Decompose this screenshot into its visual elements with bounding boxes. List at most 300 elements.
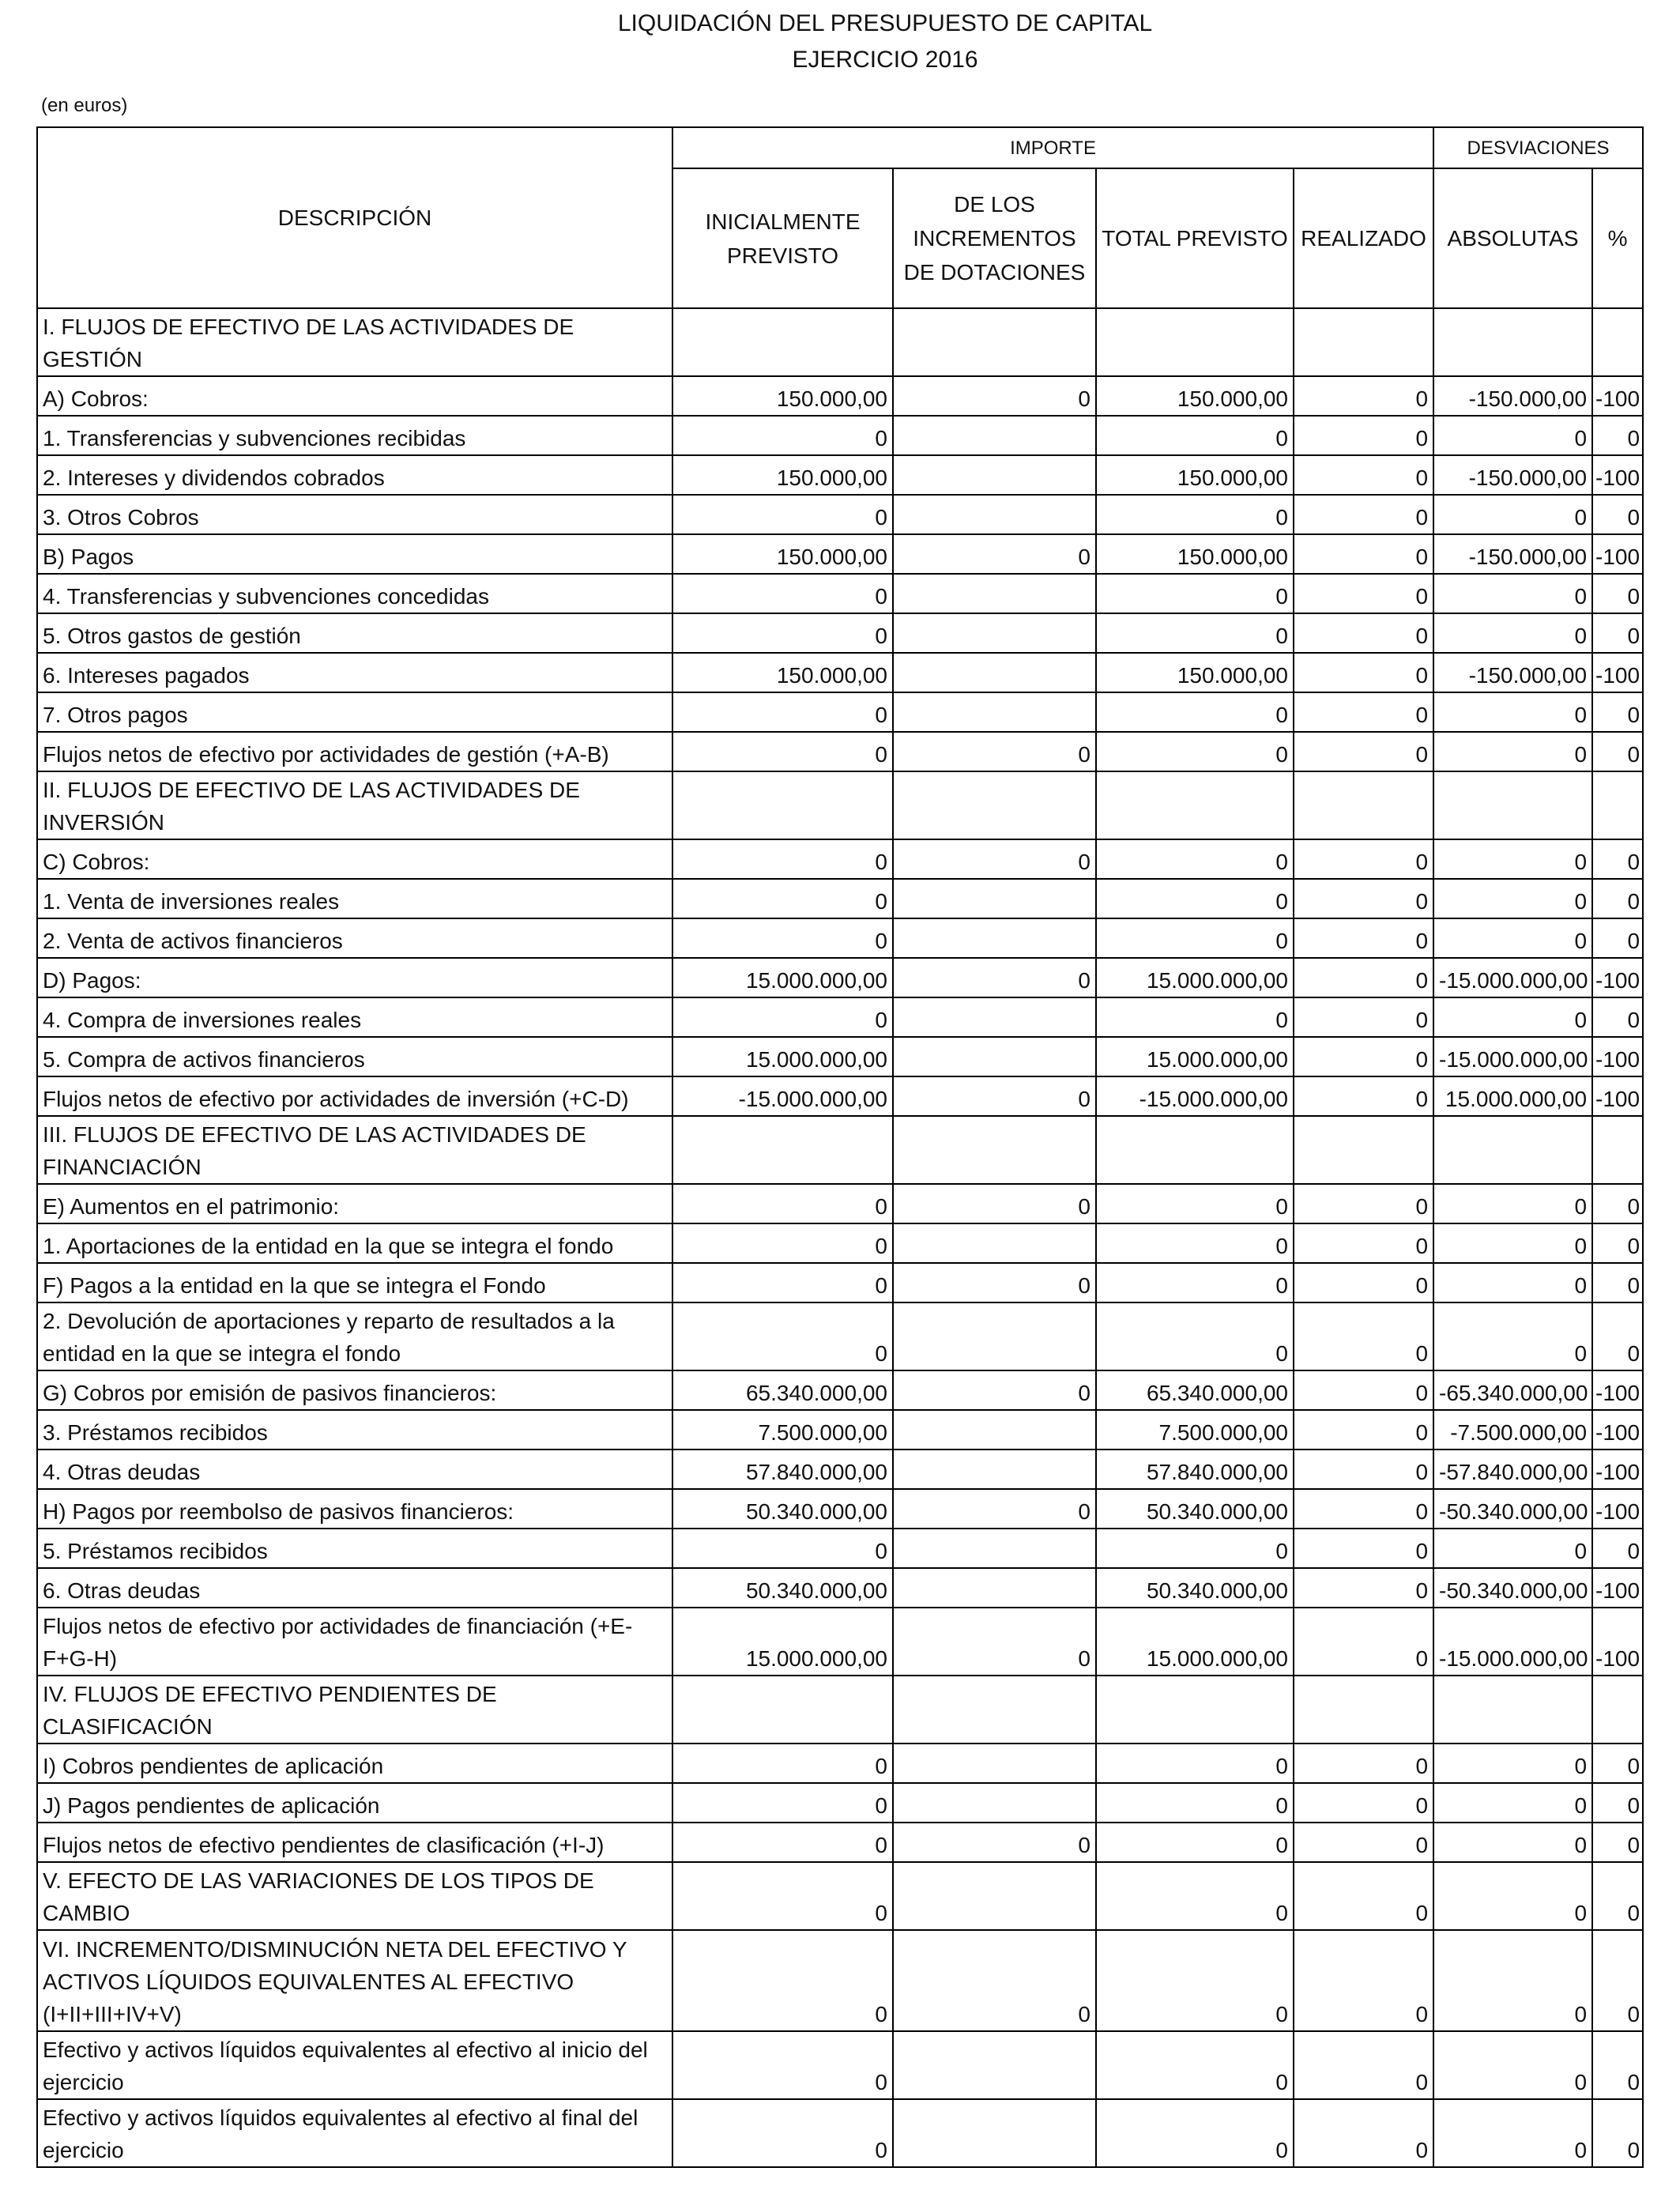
cell-realizado: 0: [1294, 613, 1433, 653]
table-row: [37, 1263, 1643, 1302]
row-description: D) Pagos:: [37, 958, 672, 997]
cell-realizado: 0: [1294, 1930, 1433, 2031]
cell-incrementos: [893, 771, 1096, 839]
cell-desviacion-pct: 0: [1592, 495, 1643, 534]
cell-inicialmente-previsto: 150.000,00: [672, 376, 893, 416]
table-row: [37, 1608, 1643, 1676]
cell-desviacion-pct: 0: [1592, 1263, 1643, 1302]
cell-desviacion-pct: -100: [1592, 958, 1643, 997]
table-row: [37, 1823, 1643, 1862]
cell-desviacion-absoluta: -150.000,00: [1433, 534, 1592, 574]
cell-incrementos: [893, 1037, 1096, 1076]
cell-desviacion-pct: 0: [1592, 879, 1643, 918]
row-description: 1. Aportaciones de la entidad en la que se integra el fondo: [37, 1223, 672, 1263]
cell-total-previsto: 15.000.000,00: [1096, 1037, 1294, 1076]
cell-desviacion-pct: -100: [1592, 1037, 1643, 1076]
cell-inicialmente-previsto: 0: [672, 692, 893, 732]
cell-total-previsto: 15.000.000,00: [1096, 1608, 1294, 1676]
cell-desviacion-absoluta: 0: [1433, 574, 1592, 613]
table-row: [37, 1302, 1643, 1370]
cell-desviacion-pct: 0: [1592, 732, 1643, 771]
cell-realizado: 0: [1294, 1568, 1433, 1608]
cell-total-previsto: 0: [1096, 1862, 1294, 1930]
cell-inicialmente-previsto: -15.000.000,00: [672, 1076, 893, 1116]
cell-realizado: [1294, 308, 1433, 376]
table-row: [37, 1370, 1643, 1410]
cell-inicialmente-previsto: 0: [672, 416, 893, 455]
cell-desviacion-absoluta: 0: [1433, 1930, 1592, 2031]
cell-desviacion-absoluta: 0: [1433, 732, 1592, 771]
cell-inicialmente-previsto: 150.000,00: [672, 455, 893, 495]
row-description: I) Cobros pendientes de aplicación: [37, 1744, 672, 1783]
cell-inicialmente-previsto: 50.340.000,00: [672, 1568, 893, 1608]
table-row: [37, 653, 1643, 692]
cell-total-previsto: 0: [1096, 1783, 1294, 1823]
cell-inicialmente-previsto: 0: [672, 879, 893, 918]
row-description: B) Pagos: [37, 534, 672, 574]
cell-desviacion-pct: 0: [1592, 1783, 1643, 1823]
cell-desviacion-pct: -100: [1592, 1608, 1643, 1676]
header-desviaciones: DESVIACIONES: [1433, 127, 1643, 168]
cell-total-previsto: 0: [1096, 879, 1294, 918]
table-header: [37, 127, 1643, 308]
row-description: 2. Devolución de aportaciones y reparto de resultados a la entidad en la que se integra el fondo: [37, 1302, 672, 1370]
row-description: Flujos netos de efectivo por actividades de gestión (+A-B): [37, 732, 672, 771]
header-inicialmente-previsto: INICIALMENTE PREVISTO: [672, 168, 893, 308]
cell-desviacion-pct: 0: [1592, 839, 1643, 879]
cell-realizado: 0: [1294, 1823, 1433, 1862]
row-description: H) Pagos por reembolso de pasivos financieros:: [37, 1489, 672, 1529]
table-row: [37, 455, 1643, 495]
cell-desviacion-absoluta: 0: [1433, 879, 1592, 918]
header-realizado: REALIZADO: [1294, 168, 1433, 308]
cell-realizado: [1294, 1676, 1433, 1744]
header-total-previsto: TOTAL PREVISTO: [1096, 168, 1294, 308]
cell-desviacion-pct: 0: [1592, 2031, 1643, 2099]
cell-desviacion-pct: 0: [1592, 416, 1643, 455]
cell-desviacion-pct: -100: [1592, 653, 1643, 692]
cell-inicialmente-previsto: 50.340.000,00: [672, 1489, 893, 1529]
cell-realizado: 0: [1294, 732, 1433, 771]
row-description: 5. Compra de activos financieros: [37, 1037, 672, 1076]
cell-total-previsto: 150.000,00: [1096, 455, 1294, 495]
cell-incrementos: [893, 1449, 1096, 1489]
table-row: [37, 771, 1643, 839]
cell-total-previsto: -15.000.000,00: [1096, 1076, 1294, 1116]
cell-inicialmente-previsto: 0: [672, 1744, 893, 1783]
cell-total-previsto: 150.000,00: [1096, 653, 1294, 692]
row-description: VI. INCREMENTO/DISMINUCIÓN NETA DEL EFECTIVO Y ACTIVOS LÍQUIDOS EQUIVALENTES AL EFECTIVO (I+II+III+IV+V): [37, 1930, 672, 2031]
cell-desviacion-absoluta: 0: [1433, 918, 1592, 958]
cell-incrementos: [893, 1410, 1096, 1449]
cell-desviacion-absoluta: 0: [1433, 2031, 1592, 2099]
cell-incrementos: [893, 2031, 1096, 2099]
cell-realizado: 0: [1294, 534, 1433, 574]
row-description: Flujos netos de efectivo por actividades de financiación (+E-F+G-H): [37, 1608, 672, 1676]
table-row: [37, 1744, 1643, 1783]
cell-inicialmente-previsto: 0: [672, 1823, 893, 1862]
cell-incrementos: 0: [893, 1263, 1096, 1302]
cell-realizado: 0: [1294, 1489, 1433, 1529]
cell-total-previsto: 0: [1096, 918, 1294, 958]
document-subtitle: EJERCICIO 2016: [792, 47, 978, 73]
cell-desviacion-absoluta: -65.340.000,00: [1433, 1370, 1592, 1410]
cell-desviacion-pct: [1592, 1116, 1643, 1184]
cell-incrementos: 0: [893, 534, 1096, 574]
table-row: [37, 1930, 1643, 2031]
cell-desviacion-absoluta: 0: [1433, 1783, 1592, 1823]
cell-realizado: 0: [1294, 1302, 1433, 1370]
cell-incrementos: [893, 416, 1096, 455]
cell-desviacion-absoluta: 0: [1433, 1184, 1592, 1223]
row-description: III. FLUJOS DE EFECTIVO DE LAS ACTIVIDADES DE FINANCIACIÓN: [37, 1116, 672, 1184]
cell-incrementos: 0: [893, 1823, 1096, 1862]
cell-realizado: 0: [1294, 1862, 1433, 1930]
cell-total-previsto: 0: [1096, 574, 1294, 613]
row-description: Flujos netos de efectivo pendientes de clasificación (+I-J): [37, 1823, 672, 1862]
cell-desviacion-absoluta: -150.000,00: [1433, 376, 1592, 416]
cell-desviacion-absoluta: -7.500.000,00: [1433, 1410, 1592, 1449]
table-row: [37, 1568, 1643, 1608]
cell-incrementos: 0: [893, 376, 1096, 416]
cell-incrementos: 0: [893, 1370, 1096, 1410]
row-description: C) Cobros:: [37, 839, 672, 879]
table-row: [37, 534, 1643, 574]
cell-incrementos: 0: [893, 732, 1096, 771]
cell-incrementos: 0: [893, 1608, 1096, 1676]
cell-total-previsto: 0: [1096, 495, 1294, 534]
cell-total-previsto: 0: [1096, 732, 1294, 771]
cell-desviacion-pct: 0: [1592, 1529, 1643, 1568]
table-row: [37, 1037, 1643, 1076]
cell-desviacion-pct: 0: [1592, 1744, 1643, 1783]
cell-realizado: [1294, 771, 1433, 839]
table-row: [37, 1184, 1643, 1223]
cell-incrementos: [893, 1568, 1096, 1608]
cell-desviacion-pct: 0: [1592, 613, 1643, 653]
cell-incrementos: 0: [893, 1184, 1096, 1223]
cell-realizado: 0: [1294, 1608, 1433, 1676]
row-description: E) Aumentos en el patrimonio:: [37, 1184, 672, 1223]
cell-desviacion-pct: 0: [1592, 574, 1643, 613]
cell-incrementos: [893, 2099, 1096, 2167]
row-description: 6. Otras deudas: [37, 1568, 672, 1608]
cell-total-previsto: 0: [1096, 1223, 1294, 1263]
header-incrementos-dotaciones: DE LOS INCREMENTOS DE DOTACIONES: [893, 168, 1096, 308]
cell-desviacion-absoluta: 0: [1433, 416, 1592, 455]
cell-total-previsto: [1096, 1116, 1294, 1184]
cell-total-previsto: 0: [1096, 1930, 1294, 2031]
row-description: I. FLUJOS DE EFECTIVO DE LAS ACTIVIDADES DE GESTIÓN: [37, 308, 672, 376]
row-description: 1. Venta de inversiones reales: [37, 879, 672, 918]
cell-desviacion-pct: -100: [1592, 1076, 1643, 1116]
cell-total-previsto: [1096, 308, 1294, 376]
row-description: V. EFECTO DE LAS VARIACIONES DE LOS TIPOS DE CAMBIO: [37, 1862, 672, 1930]
table-row: [37, 1529, 1643, 1568]
cell-incrementos: [893, 495, 1096, 534]
row-description: Flujos netos de efectivo por actividades de inversión (+C-D): [37, 1076, 672, 1116]
row-description: 4. Compra de inversiones reales: [37, 997, 672, 1037]
cell-realizado: 0: [1294, 574, 1433, 613]
cell-realizado: 0: [1294, 958, 1433, 997]
cell-desviacion-absoluta: 0: [1433, 1823, 1592, 1862]
cell-desviacion-pct: [1592, 1676, 1643, 1744]
header-percent: %: [1592, 168, 1643, 308]
cell-realizado: 0: [1294, 879, 1433, 918]
cell-inicialmente-previsto: [672, 1676, 893, 1744]
row-description: 5. Préstamos recibidos: [37, 1529, 672, 1568]
table-row: [37, 997, 1643, 1037]
row-description: 2. Venta de activos financieros: [37, 918, 672, 958]
row-description: 5. Otros gastos de gestión: [37, 613, 672, 653]
cell-desviacion-pct: -100: [1592, 1568, 1643, 1608]
table-row: [37, 2099, 1643, 2167]
cell-realizado: 0: [1294, 918, 1433, 958]
cell-inicialmente-previsto: 0: [672, 918, 893, 958]
cell-desviacion-pct: -100: [1592, 1410, 1643, 1449]
cell-inicialmente-previsto: 0: [672, 495, 893, 534]
cell-desviacion-pct: -100: [1592, 1449, 1643, 1489]
cell-realizado: 0: [1294, 997, 1433, 1037]
cell-inicialmente-previsto: 0: [672, 613, 893, 653]
header-importe: IMPORTE: [672, 127, 1433, 168]
cell-incrementos: [893, 574, 1096, 613]
table-row: [37, 1410, 1643, 1449]
cell-realizado: 0: [1294, 839, 1433, 879]
cell-desviacion-pct: 0: [1592, 2099, 1643, 2167]
cell-incrementos: [893, 879, 1096, 918]
cell-realizado: 0: [1294, 653, 1433, 692]
row-description: Efectivo y activos líquidos equivalentes al efectivo al final del ejercicio: [37, 2099, 672, 2167]
cell-desviacion-pct: 0: [1592, 1930, 1643, 2031]
table-row: [37, 574, 1643, 613]
cell-total-previsto: 150.000,00: [1096, 376, 1294, 416]
cell-realizado: 0: [1294, 692, 1433, 732]
cell-desviacion-absoluta: 0: [1433, 692, 1592, 732]
cell-inicialmente-previsto: 150.000,00: [672, 653, 893, 692]
cell-desviacion-absoluta: -15.000.000,00: [1433, 1608, 1592, 1676]
cell-incrementos: [893, 613, 1096, 653]
cell-total-previsto: 0: [1096, 692, 1294, 732]
cell-realizado: 0: [1294, 1529, 1433, 1568]
cell-total-previsto: 0: [1096, 2031, 1294, 2099]
cell-incrementos: [893, 1676, 1096, 1744]
cell-total-previsto: 0: [1096, 839, 1294, 879]
units-note: (en euros): [41, 95, 128, 116]
table-row: [37, 613, 1643, 653]
table-row: [37, 416, 1643, 455]
cell-inicialmente-previsto: 0: [672, 1529, 893, 1568]
cell-desviacion-absoluta: [1433, 771, 1592, 839]
cell-desviacion-absoluta: -50.340.000,00: [1433, 1489, 1592, 1529]
cell-desviacion-pct: 0: [1592, 1184, 1643, 1223]
row-description: IV. FLUJOS DE EFECTIVO PENDIENTES DE CLASIFICACIÓN: [37, 1676, 672, 1744]
table-row: [37, 692, 1643, 732]
cell-total-previsto: 0: [1096, 1184, 1294, 1223]
cell-realizado: 0: [1294, 1744, 1433, 1783]
row-description: 6. Intereses pagados: [37, 653, 672, 692]
cell-total-previsto: [1096, 1676, 1294, 1744]
cell-incrementos: [893, 1116, 1096, 1184]
cell-realizado: 0: [1294, 416, 1433, 455]
cell-inicialmente-previsto: 0: [672, 1930, 893, 2031]
cell-incrementos: [893, 1862, 1096, 1930]
cell-desviacion-absoluta: [1433, 1676, 1592, 1744]
table-row: [37, 1076, 1643, 1116]
cell-realizado: [1294, 1116, 1433, 1184]
cell-desviacion-absoluta: 15.000.000,00: [1433, 1076, 1592, 1116]
cell-desviacion-pct: [1592, 308, 1643, 376]
budget-table: [36, 126, 1644, 2168]
row-description: 3. Préstamos recibidos: [37, 1410, 672, 1449]
cell-realizado: 0: [1294, 1263, 1433, 1302]
table-row: [37, 1489, 1643, 1529]
cell-desviacion-absoluta: 0: [1433, 1302, 1592, 1370]
cell-inicialmente-previsto: 150.000,00: [672, 534, 893, 574]
cell-total-previsto: 7.500.000,00: [1096, 1410, 1294, 1449]
cell-desviacion-absoluta: -15.000.000,00: [1433, 958, 1592, 997]
row-description: G) Cobros por emisión de pasivos financieros:: [37, 1370, 672, 1410]
cell-desviacion-pct: 0: [1592, 692, 1643, 732]
table-row: [37, 376, 1643, 416]
cell-realizado: 0: [1294, 376, 1433, 416]
cell-desviacion-absoluta: 0: [1433, 1744, 1592, 1783]
cell-inicialmente-previsto: 0: [672, 1783, 893, 1823]
cell-realizado: 0: [1294, 1370, 1433, 1410]
cell-desviacion-absoluta: -50.340.000,00: [1433, 1568, 1592, 1608]
cell-desviacion-pct: -100: [1592, 1370, 1643, 1410]
cell-total-previsto: 15.000.000,00: [1096, 958, 1294, 997]
row-description: 4. Otras deudas: [37, 1449, 672, 1489]
cell-incrementos: [893, 692, 1096, 732]
cell-inicialmente-previsto: 0: [672, 1862, 893, 1930]
cell-inicialmente-previsto: 15.000.000,00: [672, 958, 893, 997]
cell-inicialmente-previsto: 57.840.000,00: [672, 1449, 893, 1489]
cell-realizado: 0: [1294, 1783, 1433, 1823]
cell-inicialmente-previsto: 0: [672, 732, 893, 771]
cell-inicialmente-previsto: 0: [672, 2031, 893, 2099]
cell-inicialmente-previsto: 0: [672, 1263, 893, 1302]
cell-realizado: 0: [1294, 455, 1433, 495]
cell-desviacion-absoluta: [1433, 308, 1592, 376]
cell-desviacion-absoluta: 0: [1433, 495, 1592, 534]
cell-incrementos: [893, 1223, 1096, 1263]
cell-total-previsto: 0: [1096, 1302, 1294, 1370]
cell-realizado: 0: [1294, 1410, 1433, 1449]
cell-realizado: 0: [1294, 1076, 1433, 1116]
cell-desviacion-absoluta: [1433, 1116, 1592, 1184]
cell-desviacion-absoluta: 0: [1433, 1223, 1592, 1263]
table-row: [37, 918, 1643, 958]
cell-realizado: 0: [1294, 1037, 1433, 1076]
row-description: Efectivo y activos líquidos equivalentes al efectivo al inicio del ejercicio: [37, 2031, 672, 2099]
cell-incrementos: [893, 1744, 1096, 1783]
cell-inicialmente-previsto: 7.500.000,00: [672, 1410, 893, 1449]
header-descripcion: DESCRIPCIÓN: [37, 127, 672, 308]
cell-desviacion-absoluta: 0: [1433, 839, 1592, 879]
cell-total-previsto: 0: [1096, 997, 1294, 1037]
cell-incrementos: [893, 1529, 1096, 1568]
table-row: [37, 2031, 1643, 2099]
table-row: [37, 958, 1643, 997]
table-row: [37, 839, 1643, 879]
cell-total-previsto: 0: [1096, 1744, 1294, 1783]
table-row: [37, 308, 1643, 376]
cell-desviacion-absoluta: -150.000,00: [1433, 653, 1592, 692]
table-row: [37, 1862, 1643, 1930]
document-title: LIQUIDACIÓN DEL PRESUPUESTO DE CAPITAL: [617, 10, 1153, 36]
row-description: A) Cobros:: [37, 376, 672, 416]
cell-desviacion-absoluta: 0: [1433, 2099, 1592, 2167]
cell-incrementos: 0: [893, 1076, 1096, 1116]
cell-inicialmente-previsto: 65.340.000,00: [672, 1370, 893, 1410]
cell-inicialmente-previsto: 0: [672, 1223, 893, 1263]
table-row: [37, 1223, 1643, 1263]
table-row: [37, 1676, 1643, 1744]
cell-realizado: 0: [1294, 2031, 1433, 2099]
table-row: [37, 1783, 1643, 1823]
cell-desviacion-pct: -100: [1592, 455, 1643, 495]
cell-total-previsto: 0: [1096, 1529, 1294, 1568]
cell-inicialmente-previsto: 0: [672, 2099, 893, 2167]
cell-desviacion-pct: 0: [1592, 1223, 1643, 1263]
cell-incrementos: [893, 455, 1096, 495]
cell-realizado: 0: [1294, 495, 1433, 534]
cell-inicialmente-previsto: [672, 1116, 893, 1184]
cell-realizado: 0: [1294, 1449, 1433, 1489]
cell-total-previsto: 50.340.000,00: [1096, 1568, 1294, 1608]
cell-desviacion-pct: 0: [1592, 1302, 1643, 1370]
cell-total-previsto: 150.000,00: [1096, 534, 1294, 574]
header-absolutas: ABSOLUTAS: [1433, 168, 1592, 308]
cell-incrementos: 0: [893, 839, 1096, 879]
cell-desviacion-pct: 0: [1592, 997, 1643, 1037]
cell-total-previsto: 0: [1096, 1263, 1294, 1302]
cell-desviacion-absoluta: -15.000.000,00: [1433, 1037, 1592, 1076]
cell-incrementos: 0: [893, 958, 1096, 997]
cell-inicialmente-previsto: 0: [672, 1184, 893, 1223]
cell-desviacion-pct: -100: [1592, 534, 1643, 574]
table-body: [37, 308, 1643, 2167]
cell-total-previsto: 65.340.000,00: [1096, 1370, 1294, 1410]
cell-desviacion-absoluta: 0: [1433, 613, 1592, 653]
cell-desviacion-pct: -100: [1592, 1489, 1643, 1529]
cell-desviacion-absoluta: -57.840.000,00: [1433, 1449, 1592, 1489]
cell-total-previsto: 57.840.000,00: [1096, 1449, 1294, 1489]
cell-realizado: 0: [1294, 2099, 1433, 2167]
cell-incrementos: [893, 308, 1096, 376]
cell-inicialmente-previsto: 0: [672, 1302, 893, 1370]
cell-inicialmente-previsto: 0: [672, 997, 893, 1037]
cell-desviacion-pct: 0: [1592, 918, 1643, 958]
cell-inicialmente-previsto: 15.000.000,00: [672, 1037, 893, 1076]
cell-incrementos: 0: [893, 1489, 1096, 1529]
cell-total-previsto: 0: [1096, 613, 1294, 653]
row-description: F) Pagos a la entidad en la que se integra el Fondo: [37, 1263, 672, 1302]
table-row: [37, 1116, 1643, 1184]
cell-incrementos: [893, 997, 1096, 1037]
cell-desviacion-absoluta: -150.000,00: [1433, 455, 1592, 495]
cell-total-previsto: 0: [1096, 1823, 1294, 1862]
cell-inicialmente-previsto: 0: [672, 839, 893, 879]
cell-realizado: 0: [1294, 1223, 1433, 1263]
cell-incrementos: [893, 1783, 1096, 1823]
cell-incrementos: [893, 1302, 1096, 1370]
cell-desviacion-pct: [1592, 771, 1643, 839]
cell-desviacion-absoluta: 0: [1433, 1263, 1592, 1302]
table-row: [37, 732, 1643, 771]
cell-inicialmente-previsto: [672, 308, 893, 376]
